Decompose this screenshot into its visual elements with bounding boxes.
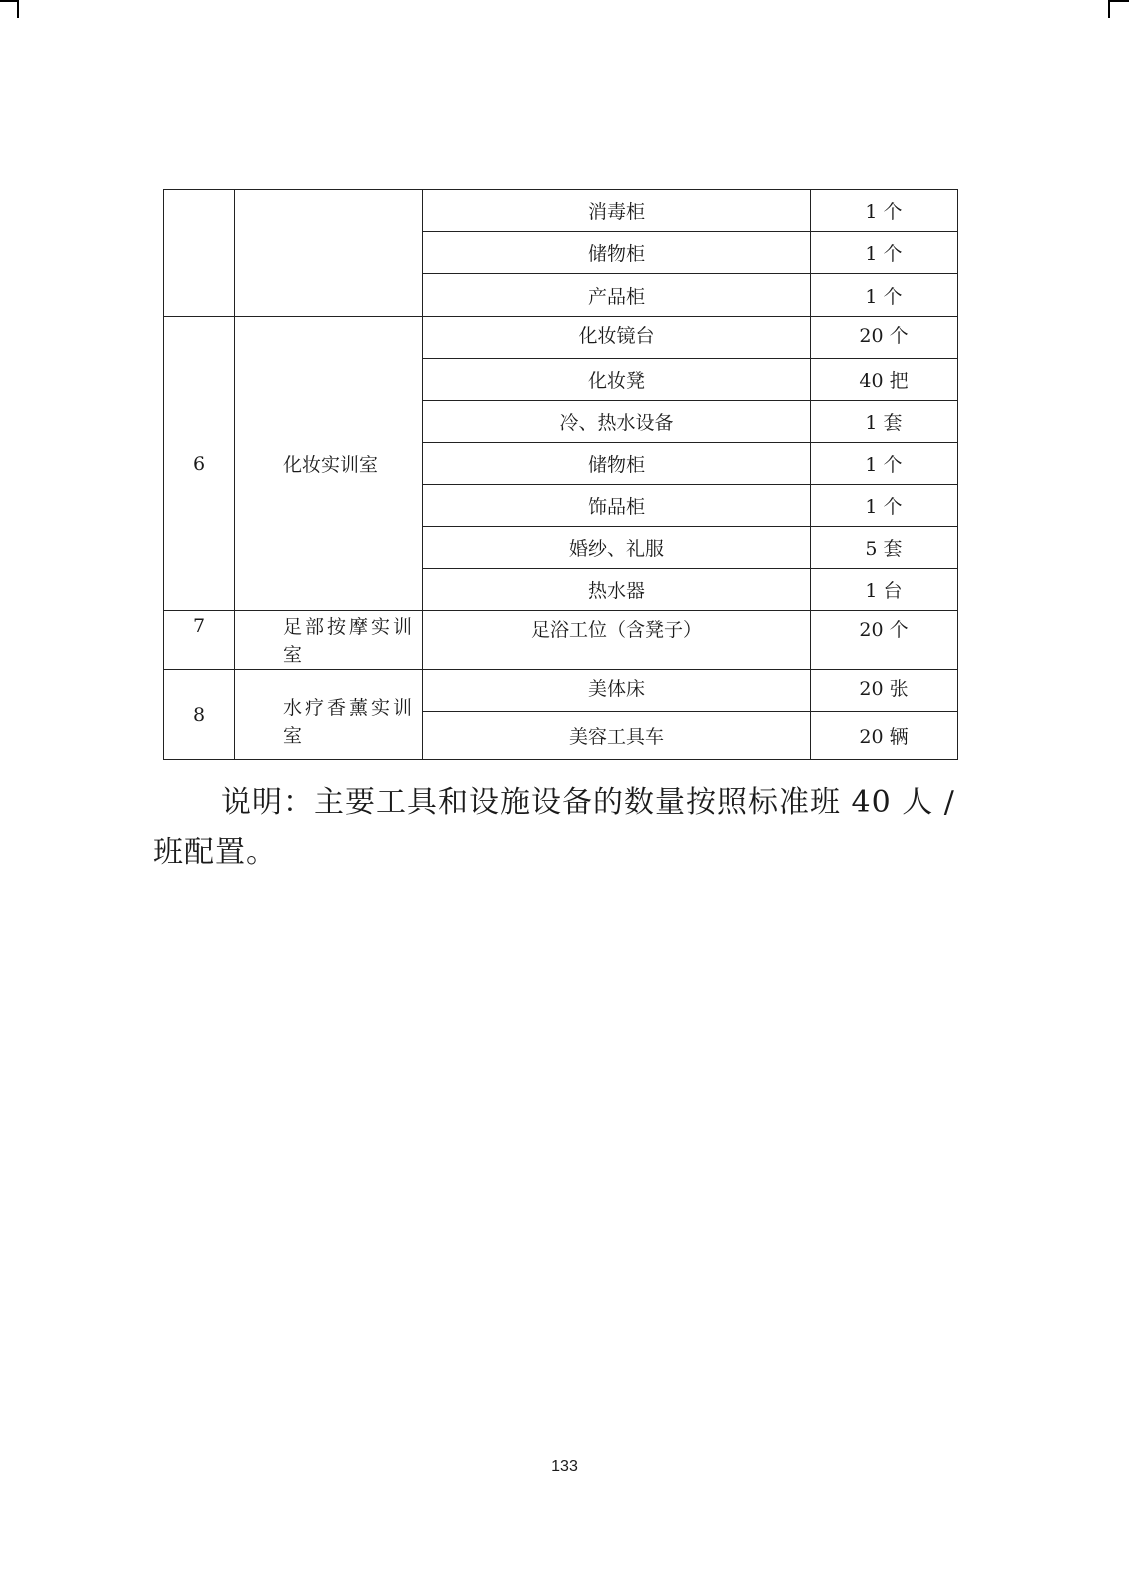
- quantity-cell: 1 个: [811, 485, 958, 527]
- item-cell: 化妆凳: [423, 359, 811, 401]
- item-cell: 冷、热水设备: [423, 401, 811, 443]
- number-cell: 8: [164, 670, 235, 760]
- item-cell: 化妆镜台: [423, 317, 811, 359]
- room-cell: [235, 190, 423, 317]
- quantity-cell: 1 个: [811, 443, 958, 485]
- quantity-cell: 5 套: [811, 527, 958, 569]
- room-cell: 水疗香薰实训室: [235, 670, 423, 760]
- table-row: [164, 317, 958, 359]
- quantity-cell: 1 个: [811, 190, 958, 232]
- number-cell: 6: [164, 317, 235, 611]
- table-row: [164, 670, 958, 712]
- quantity-cell: 20 辆: [811, 712, 958, 760]
- crop-mark-right-h: [1108, 0, 1129, 2]
- number-cell: 7: [164, 611, 235, 670]
- quantity-cell: 20 个: [811, 611, 958, 670]
- quantity-cell: 40 把: [811, 359, 958, 401]
- number-cell: [164, 190, 235, 317]
- note-text: 说明：主要工具和设施设备的数量按照标准班 40 人 / 班配置。: [153, 785, 955, 870]
- quantity-cell: 20 张: [811, 670, 958, 712]
- quantity-cell: 1 个: [811, 232, 958, 274]
- quantity-cell: 20 个: [811, 317, 958, 359]
- explanation-note: [153, 778, 993, 878]
- table-row: [164, 190, 958, 232]
- item-cell: 饰品柜: [423, 485, 811, 527]
- room-cell: 足部按摩实训室: [235, 611, 423, 670]
- item-cell: 产品柜: [423, 274, 811, 317]
- item-cell: 婚纱、礼服: [423, 527, 811, 569]
- quantity-cell: 1 个: [811, 274, 958, 317]
- item-cell: 足浴工位（含凳子）: [423, 611, 811, 670]
- quantity-cell: 1 台: [811, 569, 958, 611]
- item-cell: 消毒柜: [423, 190, 811, 232]
- crop-mark-right-v: [1108, 0, 1110, 18]
- equipment-table: [163, 189, 958, 760]
- item-cell: 美容工具车: [423, 712, 811, 760]
- page-number: 133: [551, 1458, 578, 1475]
- crop-mark-left-h: [0, 0, 18, 2]
- item-cell: 热水器: [423, 569, 811, 611]
- crop-mark-left-v: [17, 0, 19, 18]
- quantity-cell: 1 套: [811, 401, 958, 443]
- item-cell: 储物柜: [423, 232, 811, 274]
- room-cell: 化妆实训室: [235, 317, 423, 611]
- item-cell: 美体床: [423, 670, 811, 712]
- table-row: [164, 611, 958, 670]
- item-cell: 储物柜: [423, 443, 811, 485]
